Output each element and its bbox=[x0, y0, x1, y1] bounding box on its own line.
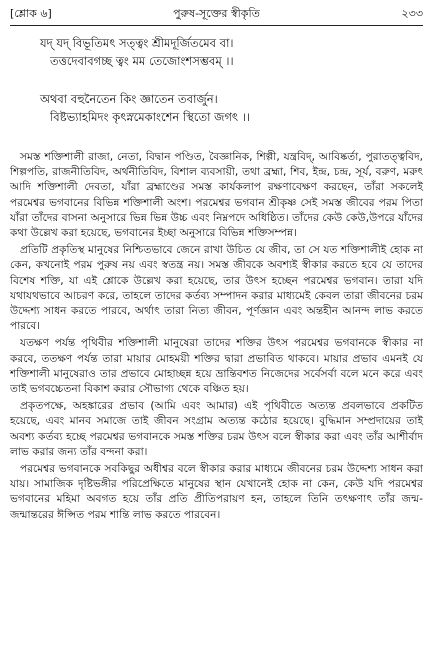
paragraph: পরমেশ্বর ভগবানকে সবকিছুর অধীশ্বর বলে স্বীকার করার মাধ্যমে জীবনের চরম উদ্দেশ্য সাধন করা যায়। সামাজিক দৃষ্টিভঙ্গীর পরিপ্রেক্ষিতে মানুষের স্থান যেখানেই হোক না কেন, কেউ যদি পরমেশ্বর ভগবানের মহিমা অবগত হয়ে তাঁর প্রতি প্রীতিপরায়ণ হন, তাহলে তিনি তৎক্ষণাৎ তাঁর জন্ম-জন্মান্তরের ঈপ্সিত পরম শান্তি লাভ করতে পারবেন। bbox=[10, 463, 424, 521]
header-divider bbox=[10, 25, 423, 26]
page-header bbox=[10, 4, 423, 24]
paragraph: প্রকৃতপক্ষে, অহঙ্কারের প্রভাব (আমি এবং আমার) এই পৃথিবীতে অত্যন্ত প্রবলভাবে প্রকটিত হয়েছে, এবং মানব সমাজে তাই জীবন সংগ্রাম অত্যন্ত কঠোর হয়েছে। বুদ্ধিমান সম্প্রদায়ের তাই অবশ্য কর্তব্য হচ্ছে পরমেশ্বর ভগবানকে সমস্ত শক্তির চরম উৎস বলে স্বীকার করা এবং তাঁর আশীর্বাদ লাভ করার জন্য তাঁর বন্দনা করা। bbox=[10, 400, 423, 458]
paragraph: সমস্ত শক্তিশালী রাজা, নেতা, বিদ্বান পণ্ডিত, বৈজ্ঞানিক, শিল্পী, যন্ত্রবিদ্‌, আবিষ্কর্তা, পুরাতত্ত্ববিদ, শিল্পপতি, রাজনীতিবিদ, অর্থনীতিবিদ, বিশাল ব্যবসায়ী, তথা ব্রহ্মা, শিব, ইন্দ্র, চন্দ্র, সূর্য, বরুণ, মরুৎ আদি শক্তিশালী দেবতা, যাঁরা ব্রহ্মাণ্ডের সমস্ত কার্যকলাপ রক্ষণাবেক্ষণ করছেন, তাঁরা সকলেই পরমেশ্বর ভগবানের বিভিন্ন শক্তিশালী অংশ। পরমেশ্বর ভগবান শ্রীকৃষ্ণ সেই সমস্ত জীবের পরম পিতা যাঁরা তাঁদের বাসনা অনুসারে ভিন্ন ভিন্ন উচ্চ এবং নিম্নপদে অধিষ্ঠিত। তাঁদের কেউ কেউ,উপরে যাঁদের কথা উল্লেখ করা হয়েছে, ভগবানের ইচ্ছা অনুসারে বিভিন্ন শক্তিসম্পন্ন। bbox=[10, 151, 423, 240]
verse-line: যদ্ যদ্ বিভূতিমৎ সত্ত্বং শ্রীমদূর্জিতমেব বা। bbox=[40, 36, 234, 50]
verse-line: অথবা বহুনৈতেন কিং জ্ঞাতেন তবার্জুন। bbox=[40, 92, 218, 106]
paragraph: যতক্ষণ পর্যন্ত পৃথিবীর শক্তিশালী মানুষেরা তাদের শক্তির উৎস পরমেশ্বর ভগবানকে স্বীকার না করবে, ততক্ষণ পর্যন্ত তারা মায়ার মোহময়ী শক্তির দ্বারা প্রভাবিত থাকবে। মায়ার প্রভাব এমনই যে শক্তিশালী মানুষেরাও তার প্রভাবে মোহাচ্ছন্ন হয়ে ভ্রান্তিবশত নিজেদের সর্বেসর্বা বলে মনে করে এবং তাই ভগবচ্চেতনা বিকাশ করার সৌভাগ্য থেকে বঞ্চিত হয়। bbox=[10, 337, 423, 396]
sanskrit-verse-2 bbox=[40, 90, 423, 126]
commentary-text bbox=[10, 150, 423, 525]
verse-line: তত্তদেবাবগচ্ছ ত্বং মম তেজোংশসম্ভবম্ ।। bbox=[50, 54, 234, 68]
chapter-title: পুরুষ-সূক্তের স্বীকৃতি bbox=[173, 7, 260, 20]
page-number: ২৩৩ bbox=[401, 7, 423, 20]
paragraph: প্রতিটি প্রকৃতিস্থ মানুষের নিশ্চিতভাবে জেনে রাখা উচিত যে জীব, তা সে যত শক্তিশালীই হোক না কেন, কখনোই পরম পুরুষ নয় এবং স্বতন্ত্র নয়। সমস্ত জীবকে অবশ্যই স্বীকার করতে হবে যে তাদের বিশেষ শক্তি, যা এই শ্লোকে উল্লেখ করা হয়েছে, তার উৎস হচ্ছেন পরমেশ্বর ভগবান। তারা যদি যথাযথভাবে আচরণ করে, তাহলে তাদের কর্তব্য সম্পাদন করার মাধ্যমেই কেবল তারা জীবনের চরম উদ্দেশ্য সাধন করতে পারবে, অর্থাৎ তারা নিত্য জীবন, পূর্ণজ্ঞান এবং অন্তহীন আনন্দ লাভ করতে পারবে। bbox=[10, 244, 423, 333]
verse-reference: [শ্লোক ৬] bbox=[10, 7, 52, 20]
verse-line: বিষ্টভ্যাহমিদং কৃৎস্নমেকাংশেন স্থিতো জগৎ ।। bbox=[50, 110, 250, 124]
sanskrit-verse-1 bbox=[40, 34, 423, 70]
